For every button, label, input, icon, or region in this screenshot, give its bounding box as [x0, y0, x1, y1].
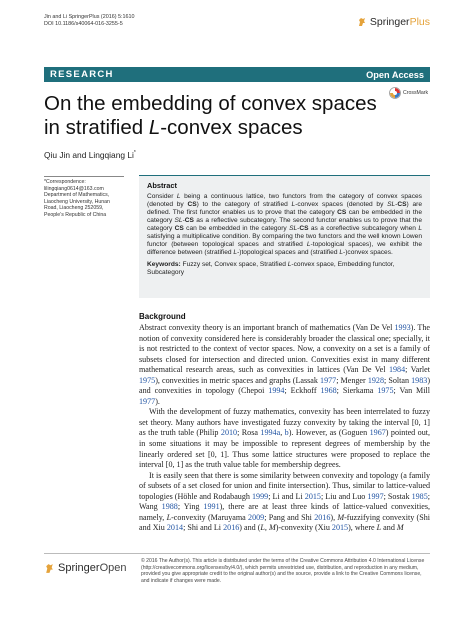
section-banner — [44, 67, 430, 82]
open-access-label: Open Access — [366, 69, 424, 80]
keywords — [147, 261, 422, 277]
background-heading: Background — [139, 312, 186, 321]
citation-link[interactable]: 1994 — [268, 386, 285, 396]
text-run: Fuzzy set, Convex space, Stratified — [180, 260, 288, 268]
text-run: -convex spaces (denoted by — [295, 200, 388, 208]
text-run: ). — [155, 396, 160, 406]
citation-line: Jin and Li SpringerPlus (2016) 5:1610 — [44, 14, 135, 20]
divider — [44, 176, 124, 177]
text-run: ). The notion of convexity considered here is considerably broader the classical one; specially, it is not restricted to the context of vector spaces. Now, a convexity on a set is a family of subsets closed for intersection and directed union. Convexities exist in many different mathematical research areas, such as convexities in lattices (Van De Vel — [139, 323, 430, 375]
text-run: ), — [330, 512, 338, 522]
citation-link[interactable]: 2014 — [166, 523, 184, 533]
springerplus-logo[interactable] — [357, 16, 430, 28]
correspondence-label: *Correspondence: — [44, 179, 86, 185]
springer-horse-icon — [44, 563, 55, 574]
text-run: With the development of fuzzy mathematics, convexity has been interrelated to fuzzy set theory. Many authors have investigated fuzzy convexity by taking the interval [0, 1] as the truth table (Philip — [139, 407, 430, 438]
text-run: Consider — [147, 193, 177, 200]
citation-link[interactable]: 1968 — [320, 386, 337, 396]
citation-link[interactable]: 1975 — [139, 375, 156, 385]
correspondence-affiliation: Department of Mathematics, Liaocheng University, Hunan Road, Liaocheng 252059, People’s Republic of China — [44, 192, 110, 218]
text-run: ) and convexities in topology (Chepoi — [139, 375, 431, 396]
text-run: ; Varlet — [405, 365, 430, 375]
title-part1: On the embedding of convex spaces in stratified — [44, 92, 377, 139]
citation-link[interactable]: 2016 — [223, 523, 240, 533]
text-run: -topological spaces), we exhibit the difference between (stratified — [147, 240, 423, 256]
italic-term: M — [337, 512, 345, 522]
author-names: Qiu Jin and Lingqiang Li — [44, 150, 134, 160]
text-run: -fuzzifying convexity (Shi and Xiu — [139, 512, 431, 533]
text-run: ; Wang — [139, 491, 431, 512]
italic-term: SL — [174, 216, 183, 224]
bold-term: CS — [187, 200, 197, 208]
text-run: can be embedded in the category — [183, 224, 290, 232]
citation-link[interactable]: b — [284, 428, 289, 438]
abstract-heading: Abstract — [147, 181, 177, 190]
citation-link[interactable]: 1977 — [320, 375, 337, 385]
citation-link[interactable]: 1988 — [161, 502, 178, 512]
text-run: -)topological spaces and (stratified — [237, 248, 340, 256]
title-part2: -convex spaces — [160, 116, 303, 139]
text-run: being a continuous lattice, two functors from the category of convex spaces (denoted by — [147, 193, 422, 208]
abstract-box — [139, 175, 430, 298]
citation-link[interactable]: 1991 — [203, 502, 220, 512]
background-body — [139, 323, 430, 534]
citation-link[interactable]: 1993 — [394, 323, 411, 332]
citation-link[interactable]: 1994a — [260, 428, 281, 438]
crossmark-badge[interactable] — [389, 87, 428, 99]
correspondence-mark: * — [133, 150, 136, 157]
text-run: ; Soltan — [384, 375, 412, 385]
text-run: Abstract convexity theory is an important branch of mathematics (Van De Vel — [139, 323, 395, 332]
bold-term: CS — [397, 200, 407, 208]
springer-horse-icon — [357, 17, 367, 27]
citation-link[interactable]: 2009 — [248, 512, 265, 522]
citation-link[interactable]: 2010 — [220, 428, 238, 438]
text-run: ), there are at least three kinds of lattice-valued convexities, namely, — [139, 502, 430, 522]
italic-term: L — [287, 260, 292, 268]
text-run: -convex space, Embedding functor, Subcategory — [147, 260, 395, 276]
text-run: can be embedded in the category — [147, 208, 422, 224]
italic-term: L — [233, 248, 238, 256]
text-run: ) pointed out, in some situations it may be impossible to represent degrees of membership by the linearly ordered set [0, 1]. Thus some lattice structures were proposed to replace the interval [0, 1] as the truth value table for membership degrees. — [139, 428, 431, 470]
text-run: - — [297, 224, 300, 232]
italic-term: L — [339, 248, 343, 256]
text-run: - — [182, 216, 185, 224]
correspondence-email[interactable]: lilingqiang0614@163.com — [44, 185, 104, 192]
text-run: ; Shi and Li — [183, 523, 224, 533]
text-run: ; Menger — [336, 375, 368, 385]
paragraph — [139, 471, 430, 534]
italic-term: L — [176, 193, 181, 200]
citation-link[interactable]: 2015 — [331, 523, 349, 533]
citation-link[interactable]: 2015 — [304, 491, 321, 501]
citation-link[interactable]: 1983 — [411, 375, 428, 385]
text-run: ) are defined. The first functor enables us to prove that the category — [147, 200, 422, 216]
text-run: ). However, as (Goguen — [288, 428, 370, 438]
paragraph — [139, 323, 430, 407]
citation-link[interactable]: 1967 — [369, 428, 386, 438]
keywords-text — [147, 261, 394, 276]
text-run: ) and ( — [239, 523, 261, 533]
doi-line: DOI 10.1186/s40064-016-3255-5 — [44, 21, 123, 28]
license-text: © 2016 The Author(s). This article is distributed under the terms of the Creative Commons Attribution 4.0 International License (http://creativecommons.org/licenses/by/4.0/), which permits unrestricted use, distribution, and reproduction in any medium, provided you give appropriate credit to the original author(s) and the source, provide a link to the Creative Commons license, and indicate if changes were made. — [141, 558, 425, 584]
italic-term: L — [291, 200, 296, 208]
text-run: ), convexities in metric spaces and graphs (Lassak — [155, 375, 321, 385]
text-run: -convexity (Maruyama — [171, 512, 249, 522]
citation-link[interactable]: 1999 — [252, 491, 269, 501]
text-run: ; Li and Li — [268, 491, 305, 501]
text-run: , — [280, 428, 285, 438]
text-run: ; Sierkama — [336, 386, 378, 396]
text-run: and — [381, 523, 397, 533]
springerplus-wordmark — [370, 16, 430, 28]
text-run: as a coreflective subcategory when — [308, 224, 419, 232]
correspondence-block — [44, 176, 124, 219]
text-run: ; Pang and Shi — [264, 512, 315, 522]
italic-term: L, M — [260, 523, 276, 533]
text-run: )-convexity (Xiu — [275, 523, 332, 533]
citation-link[interactable]: 1984 — [388, 365, 406, 375]
italic-term: M — [396, 523, 404, 533]
citation-link[interactable]: 1977 — [139, 396, 156, 406]
text-run: It is easily seen that there is some similarity between convexity and topology (a family of subsets of a set closed for union and finite intersection). Thus, similar to lattice-valued topologies (Höhle and Rodabaugh — [139, 470, 430, 501]
text-run: ; Liu and Luo — [320, 491, 368, 501]
text-run: satisfying a multiplicative condition. By comparing the two functors and the well known Lowen functor (between topological spaces and stratified — [147, 232, 422, 248]
bold-term: CS — [184, 216, 194, 224]
bold-term: CS — [299, 224, 309, 232]
research-label: RESEARCH — [50, 69, 114, 80]
abstract-text — [147, 193, 422, 257]
italic-term: L — [166, 512, 172, 522]
crossmark-icon — [389, 87, 401, 99]
italic-term: SL — [387, 200, 396, 208]
citation-link[interactable]: 2016 — [314, 512, 331, 522]
citation-link[interactable]: 1975 — [377, 386, 394, 396]
text-run: ; Van Mill — [393, 386, 430, 396]
bold-term: CS — [174, 224, 184, 232]
crossmark-label: CrossMark — [403, 90, 429, 96]
brand-name: Springer — [369, 16, 410, 28]
italic-term: L — [418, 224, 423, 232]
bold-term: CS — [337, 208, 347, 216]
springeropen-logo[interactable] — [44, 562, 127, 574]
paragraph — [139, 407, 430, 470]
text-run: as a reflective subcategory. The second functor enables us to prove that the category — [147, 216, 422, 232]
citation-link[interactable]: 1997 — [367, 491, 384, 501]
text-run: ; Ying — [177, 502, 204, 512]
text-run: ) to the category of stratified — [196, 200, 292, 208]
footer-brand-name: Springer — [58, 562, 100, 574]
author-line — [44, 150, 136, 160]
citation-link[interactable]: 1985 — [411, 491, 428, 501]
italic-term: L — [376, 523, 382, 533]
text-run: ; Eckhoff — [284, 386, 321, 396]
text-run: -)convex spaces. — [343, 248, 393, 256]
text-run: ; Sostak — [383, 491, 412, 501]
italic-term: SL — [289, 224, 298, 232]
footer-divider — [44, 553, 430, 554]
brand-suffix: Plus — [409, 16, 430, 28]
paper-title — [44, 92, 384, 140]
text-run: ), where — [348, 523, 377, 533]
text-run: - — [395, 200, 398, 208]
footer-brand-suffix: Open — [99, 562, 127, 574]
citation-header — [44, 14, 135, 29]
italic-term: L — [306, 240, 311, 248]
text-run: ; Rosa — [237, 428, 261, 438]
title-italic: L — [148, 116, 161, 139]
keywords-label: Keywords: — [147, 260, 181, 268]
citation-link[interactable]: 1928 — [367, 375, 384, 385]
springeropen-wordmark — [58, 562, 127, 574]
